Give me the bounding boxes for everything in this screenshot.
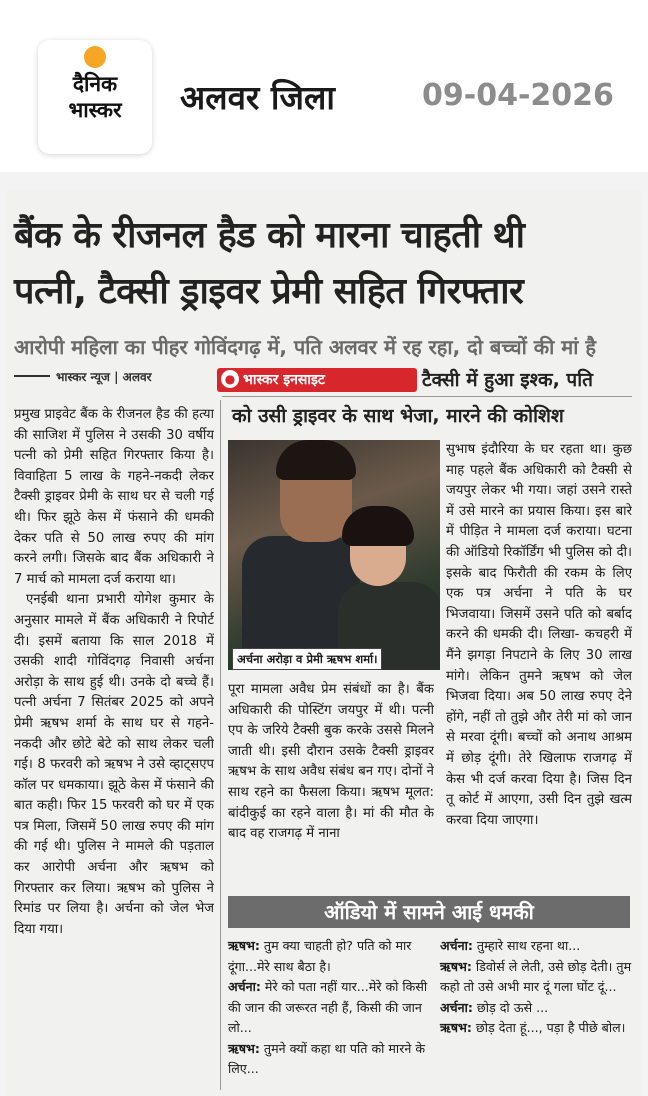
couple-photo	[228, 440, 440, 670]
app-header	[0, 0, 648, 172]
dialogue-line	[440, 1018, 632, 1039]
dialogue-text: डिवोर्स ले लेती, उसे छोड़ देती। तुम कहो तो उसे अभी मार दूं गला घोंट दूं...	[440, 958, 632, 994]
dialogue-text: मेरे को पता नहीं यार...मेरे को किसी की जान की जरूरत नही हैं, किसी की जान लो...	[228, 979, 428, 1035]
dialogue-speaker: ऋषभ:	[440, 1020, 472, 1035]
dialogue-text: तुमने क्यों कहा था पति को मारने के लिए...	[228, 1040, 426, 1076]
insight-title-line2: को उसी ड्राइवर के साथ भेजा, मारने की कोशिश	[232, 405, 564, 427]
dialogue-line	[440, 936, 632, 957]
dialogue-speaker: अर्चना:	[228, 979, 261, 994]
dialogue-line	[440, 957, 632, 998]
dialogue-line	[440, 998, 632, 1019]
dialogue-speaker: ऋषभ:	[228, 1040, 260, 1056]
photo-caption: अर्चना अरोड़ा व प्रेमी ऋषभ शर्मा।	[232, 648, 382, 670]
bulb-icon: ●	[221, 370, 239, 388]
photo-figure	[276, 440, 356, 480]
dialogue-line	[228, 936, 430, 977]
dialogue-left	[228, 936, 430, 1080]
column-divider	[220, 400, 221, 1090]
headline-line1: बैंक के रीजनल हैड को मारना चाहती थी	[14, 215, 525, 256]
edition-date: 09-04-2026	[422, 78, 614, 113]
sun-icon	[84, 46, 106, 68]
column-3	[446, 440, 632, 890]
dialogue-text: छोड़ देता हूं..., पड़ा है पीछे बोल।	[471, 1020, 626, 1035]
subheadline: आरोपी महिला का पीहर गोविंदगढ़ में, पति अलवर में रह रहा, दो बच्चों की मां है	[14, 335, 596, 359]
col3-paragraph: सुभाष इंदौरिया के घर रहता था। कुछ माह पहले बैंक अधिकारी को टैक्सी से जयपुर लेकर भी गया। जहां उसने रास्ते में उसे मारने का प्रयास किया। इस बारे में पीड़ित ने मामला दर्ज कराया। घटना की ऑडियो रिकॉर्डिंग भी पुलिस को दी। इसके बाद फिरौती की रकम के लिए एक पत्र अर्चना ने पति के घर भिजवाया। जिसमें उसने पति को बर्बाद करने की धमकी दी। लिखा- कचहरी में मैंने झगड़ा निपटाने के लिए 30 लाख मांगे। लेकिन तुमने ऋषभ को जेल भिजवा दिया। अब 50 लाख रुपए देने होंगे, नहीं तो तुझे और तेरी मां को जान से मरवा दूंगी। बच्चों को अनाथ आश्रम में छोड़ दूंगी। तेरे खिलाफ राजगढ़ में केस भी दर्ज करवा दिया है। जिस दिन तू कोर्ट में आएगा, उसी दिन तुझे खत्म करवा दिया जाएगा।	[446, 442, 632, 828]
dialogue-speaker: अर्चना:	[440, 999, 473, 1015]
col2-paragraph: पूरा मामला अवैध प्रेम संबंधों का है। बैंक अधिकारी की पोस्टिंग जयपुर में थी। पत्नी एप के जरिये टैक्सी बुक करके उससे मिलने जाती थी। इसी दौरान उसके टैक्सी ड्राइवर ऋषभ के साथ अवैध संबंध बन गए। दोनों ने साथ रहने का फैसला किया। ऋषभ मूलत: बांदीकुई का रहने वाला है। मां की मौत के बाद वह राजगढ़ में नाना	[228, 682, 434, 842]
photo-figure	[342, 506, 414, 546]
col1-paragraph: प्रमुख प्राइवेट बैंक के रीजनल हैड की हत्या की साजिश में पुलिस ने उसकी 30 वर्षीय पत्नी को प्रेमी सहित गिरफ्तार किया है। विवाहिता 5 लाख के गहने-नकदी लेकर टैक्सी ड्राइवर प्रेमी के साथ घर से चली गई थी। फिर झूठे केस में फंसाने की धमकी देकर पति से 50 लाख रुपए की मांग करने लगी। जिसके बाद बैंक अधिकारी ने 7 मार्च को मामला दर्ज कराया था।	[14, 407, 214, 587]
column-1	[14, 405, 214, 1089]
dialogue-speaker: अर्चना:	[440, 938, 473, 953]
dialogue-speaker: ऋषभ:	[440, 958, 472, 974]
divider	[222, 396, 632, 397]
insight-title-line1: टैक्सी में हुआ इश्क, पति	[422, 369, 593, 391]
column-2	[228, 680, 434, 888]
byline: भास्कर न्यूज | अलवर	[56, 370, 152, 384]
logo-line1: दैनिक	[72, 72, 118, 96]
district-title: अलवर जिला	[180, 78, 335, 117]
insight-badge-label: भास्कर इनसाइट	[243, 372, 325, 388]
dialogue-text: तुम क्या चाहती हो? पति को मार दूंगा...मेरे साथ बैठा है।	[228, 938, 412, 974]
insight-badge	[217, 368, 417, 392]
logo-line2: भास्कर	[68, 98, 122, 122]
dialogue-speaker: ऋषभ:	[228, 938, 260, 953]
col1-paragraph: एनईबी थाना प्रभारी योगेश कुमार के अनुसार मामले में बैंक अधिकारी ने रिपोर्ट दी। इसमें बताया कि साल 2018 में उसकी शादी गोविंदगढ़ निवासी अर्चना अरोड़ा के साथ हुई थी। उनके दो बच्चे हैं। पत्नी अर्चना 7 सितंबर 2025 को अपने प्रेमी ऋषभ शर्मा के साथ घर से गहने-नकदी और छोटे बेटे को साथ लेकर चली गई। 8 फरवरी को ऋषभ ने उसे व्हाट्सएप कॉल पर धमकाया। झूठे केस में फंसाने की बात कही। फिर 15 फरवरी को घर में एक पत्र मिला, जिसमें 50 लाख रुपए की मांग की गई थी। पुलिस ने मामले की पड़ताल कर आरोपी अर्चना और ऋषभ को गिरफ्तार कर लिया। ऋषभ को पुलिस ने रिमांड पर लिया है। अर्चना को जेल भेज दिया गया।	[14, 592, 214, 937]
dainik-bhaskar-logo[interactable]	[38, 40, 152, 154]
audio-heading: ऑडियो में सामने आई धमकी	[228, 896, 630, 928]
dialogue-right	[440, 936, 632, 1039]
dialogue-text: छोड़ दो ऊसे ...	[472, 999, 549, 1015]
dialogue-line	[228, 1039, 430, 1080]
dialogue-line	[228, 977, 430, 1039]
headline-line2: पत्नी, टैक्सी ड्राइवर प्रेमी सहित गिरफ्तार	[14, 271, 524, 312]
dialogue-text: तुम्हारे साथ रहना था...	[472, 938, 581, 953]
